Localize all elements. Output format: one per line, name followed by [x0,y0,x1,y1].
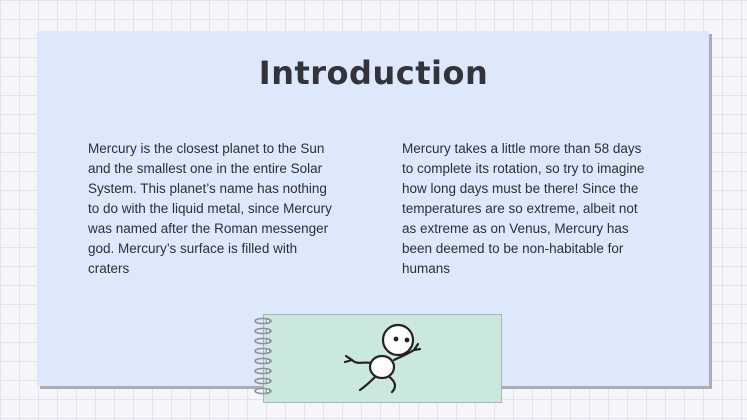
running-stick-figure-icon [336,320,432,396]
paragraph-right: Mercury takes a little more than 58 days to complete its rotation, so try to imagine how long days must be there! Since the temperatures are so extreme, albeit not as extreme as on Venus, Mercury has been deemed to be non-habitable for humans [402,141,645,276]
spiral-binding-icon [251,316,275,402]
paragraph-left: Mercury is the closest planet to the Sun and the smallest one in the entire Solar System. This planet’s name has nothing to do with the liquid metal, since Mercury was named after the Roman messenger god. Mercury’s surface is filled with craters [88,141,332,276]
slide-title: Introduction [258,54,489,92]
